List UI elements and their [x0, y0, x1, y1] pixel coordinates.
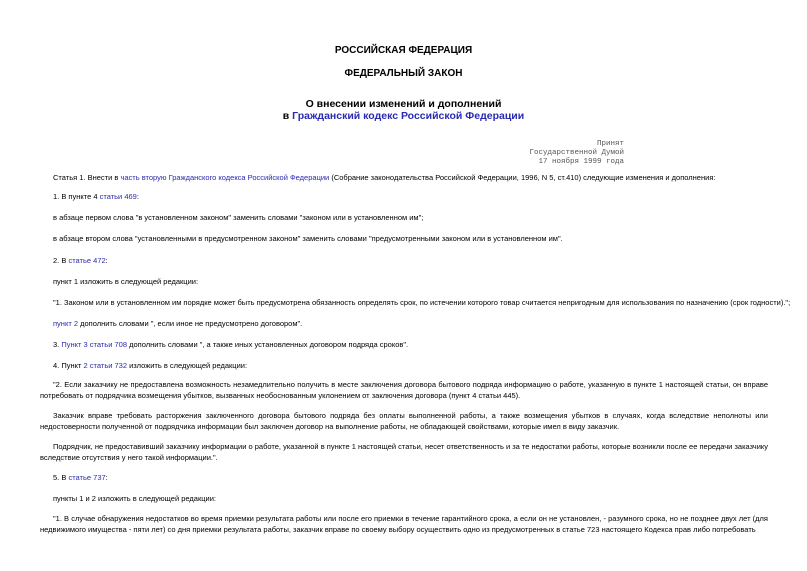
accepted-line1: Принят: [596, 140, 624, 148]
item5-suffix: :: [105, 473, 108, 482]
accepted-line3: 17 ноября 1999 года: [538, 158, 624, 166]
article-472-link[interactable]: статье 472: [68, 256, 106, 265]
item4-p2: Заказчик вправе требовать расторжения заключенного договора бытового подряда без оплаты выполненной работы, а также возмещения убытков в случаях, когда вследствие неполноты или недостоверности полученной от подрядчика информации был заключен договор на выполнение работы, не обладающей свойствами, которые имел в виду заказчик.: [40, 411, 768, 431]
law-title-line2: [0, 110, 807, 122]
article1-prefix: Статья 1. Внести в: [53, 173, 121, 182]
item5-paragraph: [53, 473, 108, 484]
accepted-line2: Государственной Думой: [529, 149, 624, 157]
article-469-link[interactable]: статьи 469: [99, 192, 137, 201]
item4-prefix: 4. Пункт: [53, 361, 84, 370]
accepted-block: [500, 140, 624, 167]
item4-p1: "2. Если заказчику не предоставлена возможность незамедлительно получить в месте заключения договора бытового подряда информацию о работе, указанную в пункте 1 настоящей статьи, он вправе потребовать от подрядчика возмещения убытков, вызванных необоснованным уклонением от заключения договора (пункт 4 статьи 445).: [40, 380, 768, 400]
item1-suffix: :: [136, 192, 139, 201]
point-2-link[interactable]: пункт 2: [53, 319, 79, 328]
civil-code-link[interactable]: Гражданский кодекс Российской Федерации: [292, 110, 525, 122]
item4-suffix: изложить в следующей редакции:: [127, 361, 248, 370]
item2-prefix: 2. В: [53, 256, 69, 265]
item4-paragraph: [53, 361, 247, 372]
item3-prefix: 3.: [53, 340, 62, 349]
country-heading: РОССИЙСКАЯ ФЕДЕРАЦИЯ: [334, 45, 473, 56]
item1-p2: в абзаце втором слова "установленными в предусмотренном законом" заменить словами "предусмотренными законом или в установленном им".: [53, 234, 563, 243]
item5-p2: "1. В случае обнаружения недостатков во время приемки результата работы или после его приемки в течение гарантийного срока, а если он не установлен, - разумного срока, но не позднее двух лет (для недвижимого имущества - пяти лет) со дня приемки результата работы, заказчик вправе по своему выбору осуществить одно из предусмотренных в статье 723 настоящего Кодекса прав либо потребовать: [40, 514, 768, 534]
law-title-line1: О внесении изменений и дополнений: [305, 98, 502, 110]
item2-p3: [53, 319, 302, 330]
item2-p2: "1. Законом или в установленном им порядке может быть предусмотрена обязанность определять срок, по истечении которого товар считается непригодным для использования по назначению (срок годности).";: [53, 298, 791, 307]
item1-prefix: 1. В пункте 4: [53, 192, 100, 201]
item2-paragraph: [53, 256, 108, 267]
part-two-link[interactable]: часть вторую Гражданского кодекса Российской Федерации: [120, 173, 330, 182]
article-708-link[interactable]: Пункт 3 статьи 708: [61, 340, 128, 349]
article-737-link[interactable]: статье 737: [68, 473, 106, 482]
article1-paragraph: [53, 173, 715, 184]
item1-p1: в абзаце первом слова "в установленном законом" заменить словами "законом или в установленном им";: [53, 213, 424, 222]
item2-p3-suffix: дополнить словами ", если иное не предусмотрено договором".: [78, 319, 303, 328]
item5-prefix: 5. В: [53, 473, 69, 482]
article1-suffix: (Собрание законодательства Российской Федерации, 1996, N 5, ст.410) следующие изменения и дополнения:: [329, 173, 716, 182]
title-prefix: в: [282, 110, 293, 122]
item2-p1: пункт 1 изложить в следующей редакции:: [53, 277, 199, 286]
item3-suffix: дополнить словами ", а также иных установленных договором подряда сроков".: [127, 340, 409, 349]
item4-p3: Подрядчик, не предоставивший заказчику информации о работе, указанной в пункте 1 настоящей статьи, несет ответственность и за те недостатки работы, которые возникли после ее передачи заказчику вследствие отсутствия у него такой информации.".: [40, 442, 768, 462]
item2-suffix: :: [105, 256, 108, 265]
doc-type-heading: ФЕДЕРАЛЬНЫЙ ЗАКОН: [344, 68, 463, 79]
article-732-link[interactable]: 2 статьи 732: [83, 361, 128, 370]
item3-paragraph: [53, 340, 408, 351]
item5-p1: пункты 1 и 2 изложить в следующей редакции:: [53, 494, 216, 503]
item1-paragraph: [53, 192, 139, 203]
